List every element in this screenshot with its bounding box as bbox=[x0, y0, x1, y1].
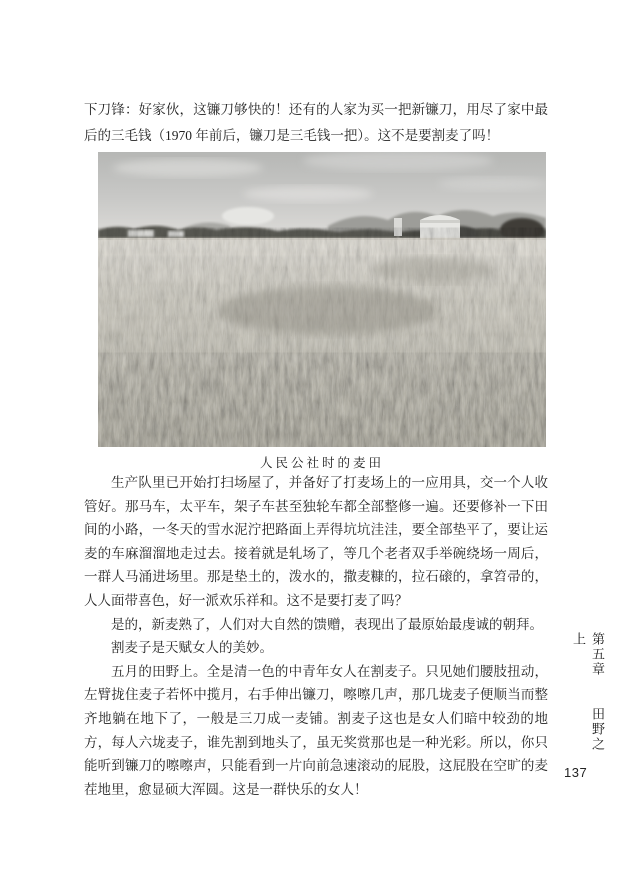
paragraph-threshing-prep: 生产队里已开始打扫场屋了，并备好了打麦场上的一应用具，交一个人收管好。那马车，太平车，架子车甚至独轮车都全部整修一遍。还要修补一下田间的小路，一冬天的雪水泥泞把路面上弄得坑坑洼洼，要全部垫平了，要让运麦的车麻溜溜地走过去。接着就是轧场了，等几个老者双手举碗绕场一周后，一群人马涌进场里。那是垫土的，泼水的，撒麦糠的，拉石磙的，拿笤帚的，人人面带喜色，好一派欢乐祥和。这不是要打麦了吗？ bbox=[84, 475, 548, 608]
chapter-number-label: 第五章 bbox=[590, 632, 605, 677]
chapter-title-label: 田野之上 bbox=[571, 632, 605, 752]
page-number: 137 bbox=[564, 765, 588, 780]
paragraph-women-gift: 割麦子是天赋女人的美妙。 bbox=[111, 640, 273, 656]
chapter-marker bbox=[569, 632, 607, 762]
paragraph-opening: 下刀锋：好家伙，这镰刀够快的！还有的人家为买一把新镰刀，用尽了家中最后的三毛钱（1970 年前后，镰刀是三毛钱一把）。这不是要割麦了吗！ bbox=[84, 102, 548, 143]
wheat-field-illustration bbox=[98, 152, 546, 447]
paragraph-may-fields: 五月的田野上。全是清一色的中青年女人在割麦子。只见她们腰肢扭动，左臂拢住麦子若怀中揽月，右手伸出镰刀，嚓嚓几声，那几垅麦子便顺当而整齐地躺在地下了，一般是三刀成一麦铺。割麦子这也是女人们暗中较劲的地方，每人六垅麦子，谁先割到地头了，虽无奖赏那也是一种光彩。所以，你只能听到镰刀的嚓嚓声，只能看到一片向前急速滚动的屁股，这屁股在空旷的麦茬地里，愈显硕大浑圆。这是一群快乐的女人！ bbox=[84, 663, 548, 797]
body-text bbox=[84, 471, 548, 801]
photo-caption: 人民公社时的麦田 bbox=[259, 456, 384, 470]
paragraph-new-wheat: 是的，新麦熟了，人们对大自然的馈赠，表现出了最原始最虔诚的朝拜。 bbox=[111, 616, 543, 632]
wheat-field-photo bbox=[98, 152, 546, 447]
